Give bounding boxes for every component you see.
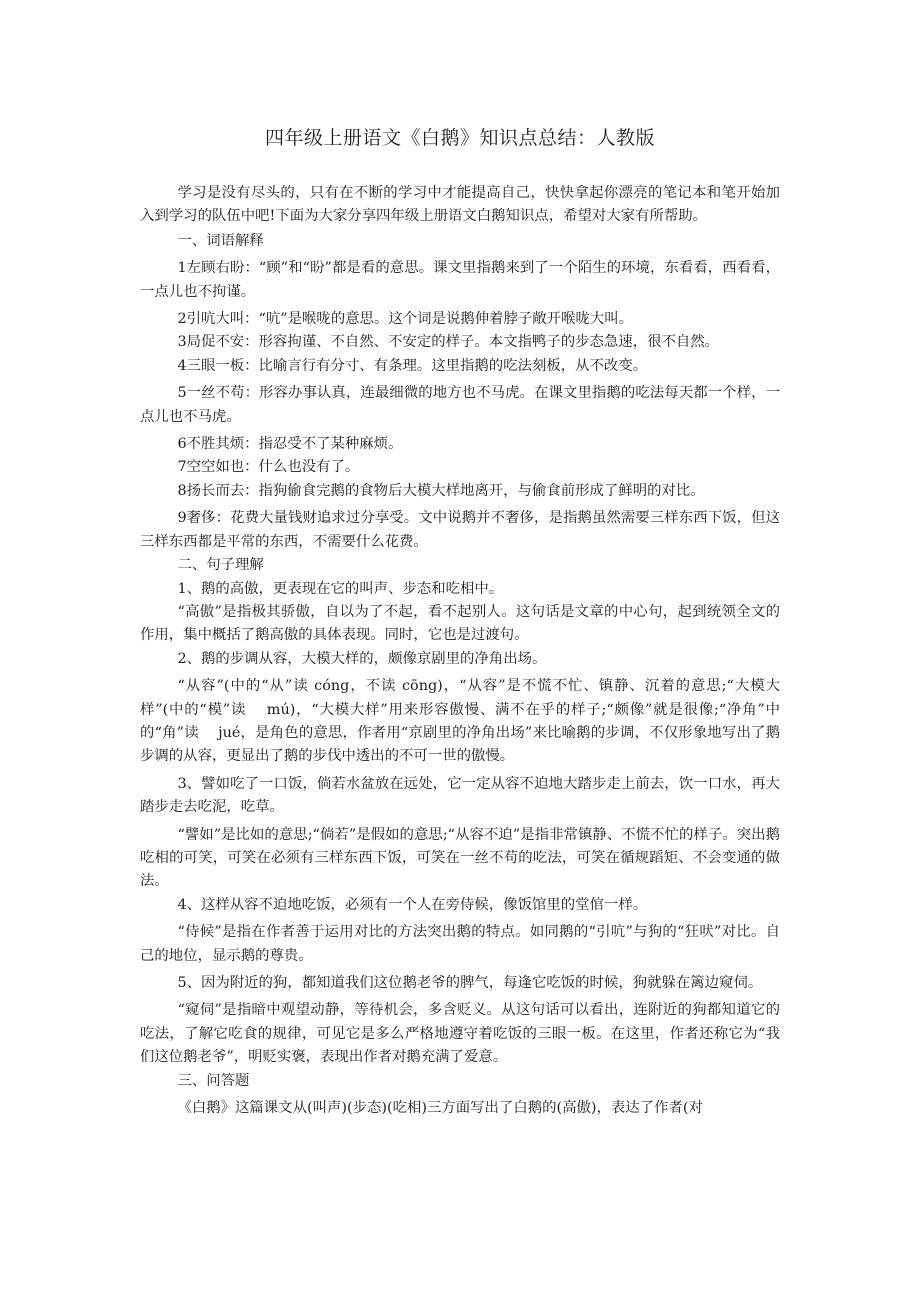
section-heading-vocabulary: 一、词语解释 — [177, 232, 264, 249]
vocab-item: 1左顾右盼：“顾”和“盼”都是看的意思。课文里指鹅来到了一个陌生的环境，东看看，西看看，一点儿也不拘谨。 — [140, 260, 780, 300]
vocab-item: 9奢侈：花费大量钱财追求过分享受。文中说鹅并不奢侈，是指鹅虽然需要三样东西下饭，但这三样东西都是平常的东西，不需要什么花费。 — [140, 510, 780, 550]
section-heading-sentences: 二、句子理解 — [177, 557, 264, 574]
vocab-item: 8扬长而去：指狗偷食完鹅的食物后大模大样地离开，与偷食前形成了鲜明的对比。 — [177, 482, 705, 499]
sentence-item: 4、这样从容不迫地吃饭，必须有一个人在旁侍候，像饭馆里的堂倌一样。 — [177, 896, 648, 913]
sentence-item: 2、鹅的步调从容，大模大样的，颇像京剧里的净角出场。 — [177, 650, 547, 667]
sentence-explanation: “高傲”是指极其骄傲，自以为了不起，看不起别人。这句话是文章的中心句，起到统领全文的作用，集中概括了鹅高傲的具体表现。同时，它也是过渡句。 — [140, 603, 780, 644]
vocab-item: 7空空如也：什么也没有了。 — [177, 459, 360, 476]
vocab-item: 4三眼一板：比喻言行有分寸、有条理。这里指鹅的吃法刻板，从不改变。 — [177, 357, 648, 374]
section-heading-questions: 三、问答题 — [177, 1072, 250, 1089]
vocab-item: 6不胜其烦：指忍受不了某种麻烦。 — [177, 436, 403, 453]
vocab-item: 2引吭大叫：“吭”是喉咙的意思。这个词是说鹅伸着脖子敞开喉咙大叫。 — [177, 311, 634, 328]
sentence-explanation: “窥伺”是指暗中观望动静，等待机会，多含贬义。从这句话可以看出，连附近的狗都知道它的吃法，了解它吃食的规律，可见它是多么严格地遵守着吃饭的三眼一板。在这里，作者还称它为“我们这位鹅老爷”，明贬实褒，表现出作者对鹅充满了爱意。 — [140, 1002, 780, 1066]
vocab-item: 3局促不安：形容拘谨、不自然、不安定的样子。本文指鸭子的步态急速，很不自然。 — [177, 334, 720, 351]
intro-paragraph: 学习是没有尽头的，只有在不断的学习中才能提高自己，快快拿起你漂亮的笔记本和笔开始加入到学习的队伍中吧!下面为大家分享四年级上册语文白鹅知识点，希望对大家有所帮助。 — [140, 185, 780, 225]
vocab-item: 5一丝不苟：形容办事认真，连最细微的地方也不马虎。在课文里指鹅的吃法每天都一个样，一点儿也不马虎。 — [140, 385, 780, 425]
sentence-explanation: “譬如”是比如的意思;“倘若”是假如的意思;“从容不迫”是指非常镇静、不慌不忙的样子。突出鹅吃相的可笑，可笑在必须有三样东西下饭，可笑在一丝不苟的吃法，可笑在循规蹈矩、不会变通的做法。 — [140, 826, 780, 890]
sentence-explanation: “侍候”是指在作者善于运用对比的方法突出鹅的特点。如同鹅的“引吭”与狗的“狂吠”对比。自己的地位，显示鹅的尊贵。 — [140, 924, 780, 964]
document-title: 四年级上册语文《白鹅》知识点总结：人教版 — [264, 127, 655, 149]
document-body — [140, 182, 780, 1120]
sentence-item: 5、因为附近的狗，都知道我们这位鹅老爷的脾气，每逢它吃饭的时候，狗就躲在篱边窥伺。 — [177, 975, 763, 991]
sentence-item: 3、譬如吃了一口饭，倘若水盆放在远处，它一定从容不迫地大踏步走上前去，饮一口水，再大踏步走去吃泥，吃草。 — [140, 775, 780, 816]
question-item: 《白鹅》这篇课文从(叫声)(步态)(吃相)三方面写出了白鹅的(高傲)，表达了作者(对 — [177, 1100, 703, 1117]
sentence-explanation: “从容”(中的“从”读 cóng，不读 cōng)，“从容”是不慌不忙、镇静、沉着的意思;“大模大样”(中的“模”读 mú)，“大模大样”用来形容傲慢、满不在乎的样子;“颇像”就是很像;“净角”中的“角”读 jué，是角色的意思，作者用“京剧里的净角出场”来比喻鹅的步调，不仅形象地写出了鹅步调的从容，更显出了鹅的步伐中透出的不可一世的傲慢。 — [140, 678, 780, 765]
sentence-item: 1、鹅的高傲，更表现在它的叫声、步态和吃相中。 — [177, 580, 504, 597]
